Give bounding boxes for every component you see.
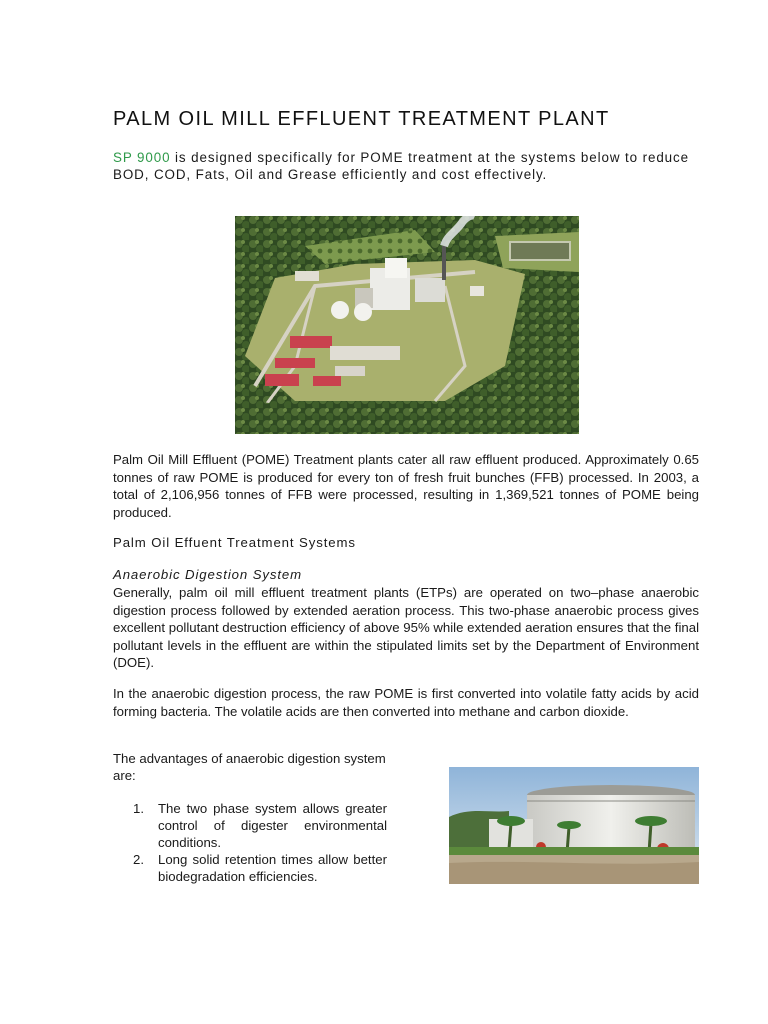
list-item-number: 1. bbox=[133, 801, 144, 816]
list-item bbox=[133, 851, 387, 885]
digester-tank-photo bbox=[449, 767, 699, 884]
pome-paragraph: Palm Oil Mill Effluent (POME) Treatment plants cater all raw effluent produced. Approximately 0.65 tonnes of raw POME is produced for every ton of fresh fruit bunches (FFB) processed. In 2003, a total of 2,106,956 tonnes of FFB were processed, resulting in 1,369,521 tonnes of POME being produced. bbox=[113, 452, 699, 520]
subsection-heading: Anaerobic Digestion System bbox=[113, 567, 303, 582]
page-title: PALM OIL MILL EFFLUENT TREATMENT PLANT bbox=[113, 108, 610, 130]
product-name: SP 9000 bbox=[113, 150, 171, 165]
digestion-paragraph: In the anaerobic digestion process, the raw POME is first converted into volatile fatty acids by acid forming bacteria. The volatile acids are then converted into methane and carbon dioxide. bbox=[113, 686, 699, 719]
list-item-text: The two phase system allows greater control of digester environmental conditions. bbox=[158, 801, 387, 850]
aerial-mill-photo bbox=[235, 216, 579, 434]
section-heading: Palm Oil Effuent Treatment Systems bbox=[113, 535, 356, 550]
list-item-text: Long solid retention times allow better biodegradation efficiencies. bbox=[158, 852, 387, 884]
list-item bbox=[133, 800, 387, 851]
intro-paragraph bbox=[113, 149, 703, 183]
list-item-number: 2. bbox=[133, 852, 144, 867]
intro-text: is designed specifically for POME treatment at the systems below to reduce BOD, COD, Fats, Oil and Grease efficiently and cost effectively. bbox=[113, 150, 689, 182]
etp-paragraph: Generally, palm oil mill effluent treatment plants (ETPs) are operated on two–phase anaerobic digestion process followed by extended aeration process. This two-phase anaerobic process gives excellent pollutant destruction efficiency of above 95% while extended aeration ensures that the final pollutant levels in the effluent are within the stipulated limits set by the Department of Environment (DOE). bbox=[113, 585, 699, 670]
advantages-list bbox=[133, 800, 387, 885]
advantages-intro: The advantages of anaerobic digestion system are: bbox=[113, 751, 386, 783]
